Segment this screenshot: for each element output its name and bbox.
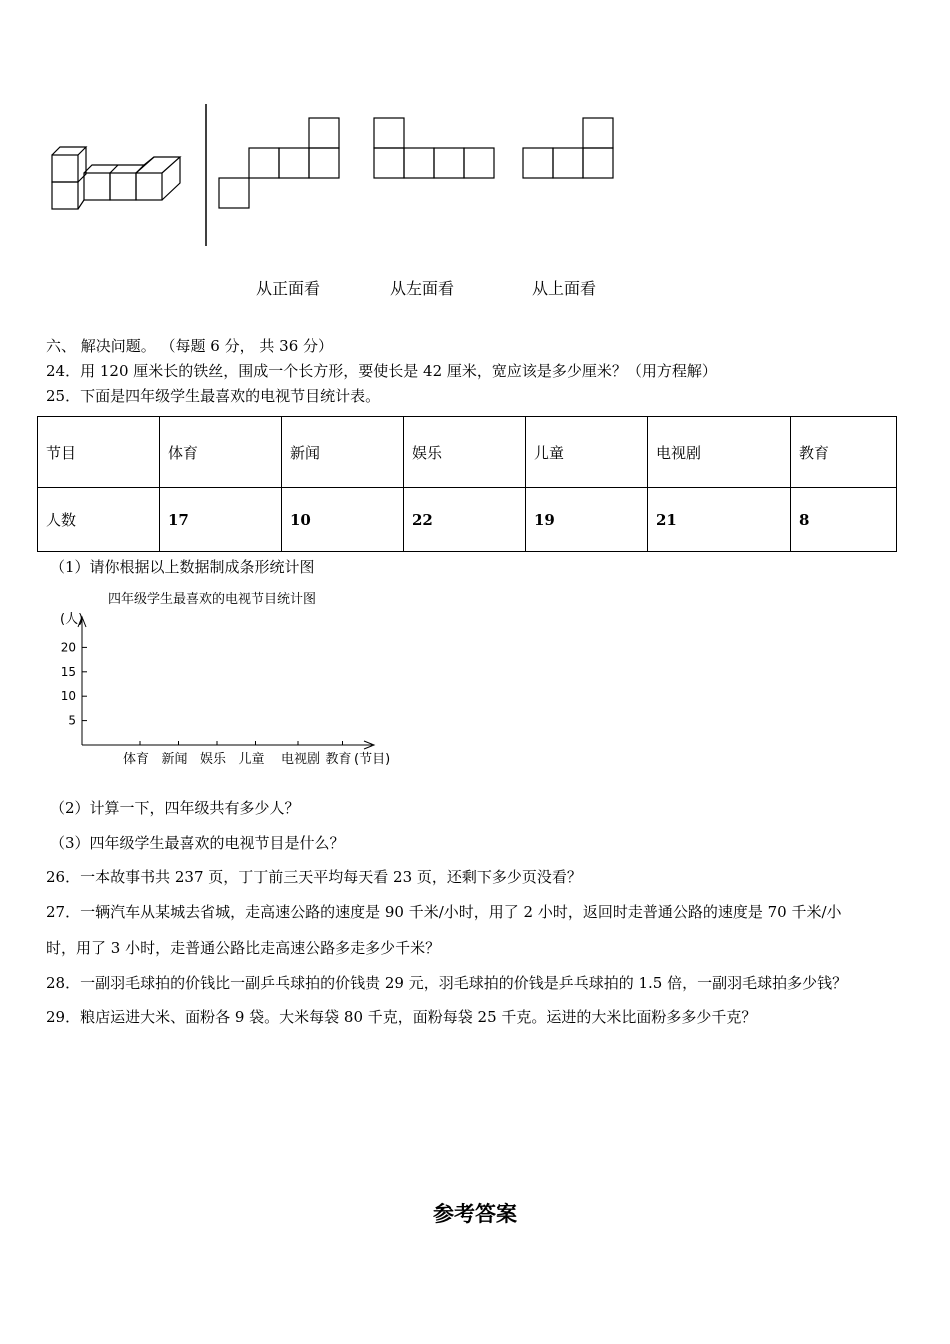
cube-views-figure — [0, 0, 950, 260]
x-tick-label: 娱乐 — [200, 752, 227, 767]
table-cell: 教育 — [791, 417, 897, 488]
table-cell: 新闻 — [282, 417, 404, 488]
x-tick-label: 教育 — [325, 752, 352, 767]
section-six-title: 六、 解决问题。 （每题 6 分， 共 36 分） — [46, 337, 334, 355]
question-25-part-1: （1）请你根据以上数据制成条形统计图 — [50, 558, 315, 576]
table-cell: 21 — [648, 488, 791, 552]
front-view-label: 从正面看 — [256, 279, 321, 298]
top-view — [523, 118, 613, 178]
cube-stack-3d — [52, 147, 180, 209]
top-view-label: 从上面看 — [532, 279, 597, 298]
question-25-part-2: （2）计算一下，四年级共有多少人？ — [50, 799, 300, 817]
question-29: 29．粮店运进大米、面粉各 9 袋。大米每袋 80 千克，面粉每袋 25 千克。运进的大米比面粉多多少千克？ — [46, 1008, 757, 1026]
y-tick-label: 5 — [68, 713, 76, 728]
x-tick-label: 儿童 — [238, 752, 265, 767]
table-cell: 娱乐 — [404, 417, 526, 488]
table-cell: 17 — [160, 488, 282, 552]
question-27-line-1: 27．一辆汽车从某城去省城，走高速公路的速度是 90 千米/小时，用了 2 小时，返回时走普通公路的速度是 70 千米/小 — [46, 903, 842, 921]
chart-y-label: (人) — [60, 612, 84, 627]
left-view-label: 从左面看 — [390, 279, 455, 298]
bar-chart — [50, 585, 410, 775]
table-cell: 22 — [404, 488, 526, 552]
table-cell: 节目 — [38, 417, 160, 488]
table-cell: 体育 — [160, 417, 282, 488]
question-24: 24．用 120 厘米长的铁丝，围成一个长方形，要使长是 42 厘米，宽应该是多少厘米？（用方程解） — [46, 362, 717, 380]
question-27-line-2: 时，用了 3 小时，走普通公路比走高速公路多走多少千米？ — [46, 939, 441, 957]
y-tick-label: 20 — [60, 640, 76, 655]
table-cell: 人数 — [38, 488, 160, 552]
table-cell: 电视剧 — [648, 417, 791, 488]
table-cell: 19 — [526, 488, 648, 552]
table-cell: 10 — [282, 488, 404, 552]
question-26: 26．一本故事书共 237 页，丁丁前三天平均每天看 23 页，还剩下多少页没看？ — [46, 868, 582, 886]
table-row — [38, 417, 897, 488]
front-view — [219, 118, 339, 208]
x-tick-label: 新闻 — [161, 752, 188, 767]
left-view — [374, 118, 494, 178]
table-cell: 8 — [791, 488, 897, 552]
y-tick-label: 15 — [60, 664, 76, 679]
chart-x-label: (节目) — [354, 752, 391, 767]
table-row — [38, 488, 897, 552]
question-28: 28．一副羽毛球拍的价钱比一副乒乓球拍的价钱贵 29 元，羽毛球拍的价钱是乒乓球拍的 1.5 倍，一副羽毛球拍多少钱？ — [46, 974, 848, 992]
tv-program-table — [37, 416, 897, 552]
question-25: 25．下面是四年级学生最喜欢的电视节目统计表。 — [46, 387, 381, 405]
y-tick-label: 10 — [60, 689, 76, 704]
chart-title: 四年级学生最喜欢的电视节目统计图 — [108, 592, 317, 607]
answers-title: 参考答案 — [433, 1202, 517, 1226]
x-tick-label: 电视剧 — [281, 752, 321, 767]
table-cell: 儿童 — [526, 417, 648, 488]
x-tick-label: 体育 — [123, 752, 150, 767]
question-25-part-3: （3）四年级学生最喜欢的电视节目是什么？ — [50, 834, 345, 852]
